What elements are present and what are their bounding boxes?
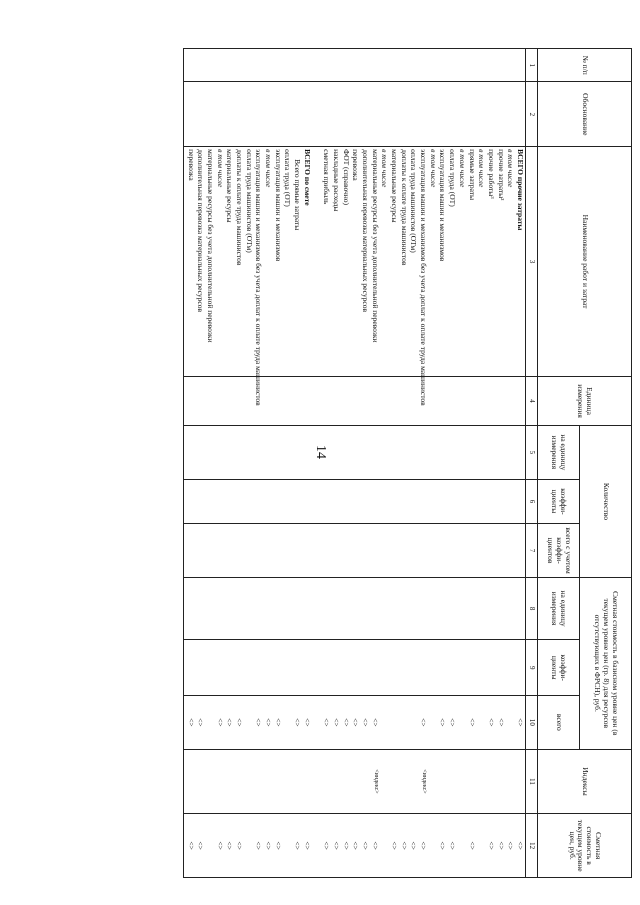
- current-cost-value: <>: [341, 841, 351, 850]
- index-value: [311, 752, 321, 812]
- header-basis: Обоснование: [538, 82, 632, 147]
- current-cost-value: <>: [322, 841, 332, 850]
- cost-item-name: в том числе: [264, 149, 274, 188]
- cost-item-name: доплаты к оплате труда машинистов: [235, 149, 245, 266]
- current-cost-value: <>: [293, 841, 303, 850]
- col-qty-coef-cell: [183, 479, 525, 524]
- cost-item-name: дополнительная перевозка материальных ресурсов: [196, 149, 206, 313]
- cost-total-value: <>: [467, 718, 477, 727]
- cost-total-value: [408, 698, 418, 747]
- index-value: <индекс>: [421, 769, 428, 794]
- index-value: [204, 752, 214, 812]
- index-value: [185, 752, 195, 812]
- column-number: 10: [526, 696, 538, 750]
- cost-item-name: в том числе: [457, 149, 467, 188]
- cost-total-value: <>: [293, 718, 303, 727]
- column-number: 12: [526, 814, 538, 878]
- current-cost-value: <>: [264, 841, 274, 850]
- cost-item-name: материальные ресурсы: [390, 149, 400, 223]
- current-cost-value: <>: [302, 841, 312, 850]
- index-value: [447, 752, 457, 812]
- cost-total-value: [204, 698, 214, 747]
- index-value: [437, 752, 447, 812]
- cost-total-value: <>: [331, 718, 341, 727]
- cost-total-value: <>: [235, 718, 245, 727]
- index-value: [282, 752, 292, 812]
- current-cost-value: <>: [331, 841, 341, 850]
- page-number: 14: [313, 445, 328, 459]
- cost-item-name: Всего прямые затраты: [293, 159, 303, 231]
- col-indices-cell: [183, 749, 525, 814]
- index-value: [243, 752, 253, 812]
- col-cost-total-cell: [183, 696, 525, 750]
- cost-total-value: <>: [419, 718, 429, 727]
- cost-total-value: [456, 698, 466, 747]
- column-number: 2: [526, 82, 538, 147]
- cost-item-name: [311, 149, 321, 374]
- current-cost-value: <>: [254, 841, 264, 850]
- cost-total-value: <>: [486, 718, 496, 727]
- current-cost-value: [204, 816, 214, 875]
- cost-item-name: в том числе: [506, 149, 516, 188]
- cost-item-name: материальные ресурсы без учета дополнительной перевозки: [370, 149, 380, 343]
- column-number: 1: [526, 49, 538, 82]
- index-value: [388, 752, 398, 812]
- cost-total-value: <>: [302, 718, 312, 727]
- index-value: [398, 752, 408, 812]
- cost-total-value: <>: [322, 718, 332, 727]
- index-value: [485, 752, 495, 812]
- column-number: 4: [526, 377, 538, 426]
- current-cost-value: <>: [516, 841, 525, 850]
- current-cost-value: <>: [399, 841, 409, 850]
- cost-total-value: <>: [225, 718, 235, 727]
- index-value: [262, 752, 272, 812]
- cost-item-name: накладные расходы: [331, 149, 341, 212]
- cost-item-name: эксплуатация машин и механизмов без учета доплат к оплате труда машинистов: [254, 149, 264, 406]
- cost-total-value: [476, 698, 486, 747]
- cost-item-name: в том числе: [428, 149, 438, 188]
- header-cost-per-unit: на единицу измерения: [538, 577, 580, 639]
- col-qty-per-unit-cell: [183, 426, 525, 480]
- cost-total-value: <>: [341, 718, 351, 727]
- index-value: [253, 752, 263, 812]
- col-unit-cell: [183, 377, 525, 426]
- index-value: [350, 752, 360, 812]
- header-unit: Единица измерения: [538, 377, 632, 426]
- current-cost-value: [456, 816, 466, 875]
- header-indices: Индексы: [538, 749, 632, 814]
- index-value: [427, 752, 437, 812]
- cost-item-name: оплата труда (ОТ): [448, 149, 458, 207]
- current-cost-value: <>: [390, 841, 400, 850]
- header-qty-coef: коэффи- циенты: [538, 479, 580, 524]
- column-number: 11: [526, 749, 538, 814]
- current-cost-value: <>: [235, 841, 245, 850]
- index-value: [224, 752, 234, 812]
- column-number: 5: [526, 426, 538, 480]
- header-name: Наименование работ и затрат: [538, 147, 632, 377]
- col-name-cell: [183, 147, 525, 406]
- cost-item-name: сметная прибыль: [322, 149, 332, 205]
- col-cost-coef-cell: [183, 640, 525, 696]
- cost-item-list: [185, 149, 525, 406]
- column-number: 9: [526, 640, 538, 696]
- current-cost-value: <>: [361, 841, 370, 850]
- cost-total-value: <>: [196, 718, 206, 727]
- header-no: № п/п: [538, 49, 632, 82]
- index-value: [214, 752, 224, 812]
- index-value: [233, 752, 243, 812]
- col-no-cell: [183, 49, 525, 82]
- current-cost-value: <>: [409, 841, 419, 850]
- cost-item-name: материальные ресурсы без учета дополнительной перевозки: [206, 149, 215, 343]
- header-cost: Сметная стоимость в базисном уровне цен (в текущем уровне цен (гр. 8) для ресурсов отсутствующих в ФРСН), руб.: [580, 577, 632, 749]
- current-cost-value: <>: [215, 841, 225, 850]
- cost-item-name: прочие затраты²: [496, 149, 506, 201]
- col-current-cost-cell: [183, 814, 525, 878]
- cost-item-name: перевозка: [351, 149, 361, 181]
- cost-item-name: эксплуатация машин и механизмов: [273, 149, 283, 262]
- current-cost-value: [476, 816, 486, 875]
- cost-item-name: ФОТ (справочно): [341, 149, 351, 206]
- cost-total-value: [379, 698, 389, 747]
- current-cost-value: <>: [273, 841, 283, 850]
- cost-item-name: в том числе: [215, 149, 225, 188]
- index-value: [495, 752, 505, 812]
- current-cost-value: <>: [186, 841, 196, 850]
- current-cost-value: <>: [506, 841, 516, 850]
- current-cost-value: <>: [496, 841, 506, 850]
- index-value: <индекс>: [372, 769, 379, 794]
- current-cost-value: [282, 816, 292, 875]
- cost-item-name: оплата труда (ОТ): [283, 149, 293, 207]
- column-number: 7: [526, 524, 538, 578]
- index-value: [340, 752, 350, 812]
- cost-item-name: прямые затраты: [467, 149, 477, 201]
- current-cost-value: [311, 816, 321, 875]
- current-cost-value: <>: [225, 841, 235, 850]
- cost-total-value: <>: [186, 718, 196, 727]
- cost-total-value: <>: [215, 718, 225, 727]
- cost-total-values: [185, 698, 524, 747]
- index-value: [505, 752, 515, 812]
- index-value: [359, 752, 369, 812]
- cost-total-value: <>: [496, 718, 506, 727]
- cost-total-value: <>: [370, 718, 380, 727]
- cost-total-value: <>: [438, 718, 448, 727]
- cost-total-value: <>: [264, 718, 274, 727]
- index-value: [195, 752, 205, 812]
- current-cost-value: <>: [370, 841, 380, 850]
- index-values: [185, 752, 524, 812]
- col-qty-total-cell: [183, 524, 525, 578]
- cost-total-value: <>: [448, 718, 458, 727]
- column-number: 3: [526, 147, 538, 377]
- index-value: [408, 752, 418, 812]
- cost-total-value: [311, 698, 321, 747]
- estimate-table: [183, 48, 632, 878]
- column-number: 8: [526, 577, 538, 639]
- header-qty-total: всего с учетом коэффи- циентов: [538, 524, 580, 578]
- cost-item-name: эксплуатация машин и механизмов: [438, 149, 448, 262]
- index-value: [514, 752, 524, 812]
- cost-item-name: дополнительная перевозка материальных ресурсов: [361, 149, 370, 313]
- index-value: [321, 752, 331, 812]
- index-value: [466, 752, 476, 812]
- header-cost-total: всего: [538, 696, 580, 750]
- index-value: [301, 752, 311, 812]
- cost-total-value: [282, 698, 292, 747]
- index-value: [292, 752, 302, 812]
- header-quantity: Количество: [580, 426, 632, 578]
- current-cost-values: [185, 816, 524, 875]
- column-number: 6: [526, 479, 538, 524]
- column-number-row: [526, 49, 538, 878]
- index-value: [476, 752, 486, 812]
- cost-item-name: материальные ресурсы: [225, 149, 235, 223]
- index-value: [379, 752, 389, 812]
- cost-total-value: [243, 698, 253, 747]
- header-cost-coef: коэффи- циенты: [538, 640, 580, 696]
- col-cost-per-unit-cell: [183, 577, 525, 639]
- cost-item-name: оплата труда машинистов (ОТм): [244, 149, 254, 253]
- cost-total-value: [398, 698, 408, 747]
- cost-total-value: <>: [273, 718, 283, 727]
- cost-total-value: <>: [254, 718, 264, 727]
- cost-item-name: ВСЕГО по смете: [302, 149, 312, 206]
- cost-item-name: прочие работы³: [486, 149, 496, 199]
- current-cost-value: <>: [448, 841, 458, 850]
- index-value: [272, 752, 282, 812]
- current-cost-value: [379, 816, 389, 875]
- current-cost-value: <>: [196, 841, 206, 850]
- current-cost-value: <>: [438, 841, 448, 850]
- cost-total-value: <>: [351, 718, 361, 727]
- rotated-page: [37, 48, 632, 878]
- cost-total-value: <>: [361, 718, 370, 727]
- cost-item-name: доплаты к оплате труда машинистов: [399, 149, 409, 266]
- cost-item-name: перевозка: [186, 149, 196, 181]
- cost-item-name: в том числе: [477, 149, 487, 188]
- index-value: [330, 752, 340, 812]
- cost-item-name: в том числе: [380, 149, 390, 188]
- current-cost-value: <>: [486, 841, 496, 850]
- header-qty-per-unit: на единицу измерения: [538, 426, 580, 480]
- index-value: [456, 752, 466, 812]
- current-cost-value: <>: [351, 841, 361, 850]
- table-row: [183, 49, 525, 878]
- current-cost-value: <>: [467, 841, 477, 850]
- cost-total-value: <>: [516, 718, 525, 727]
- cost-item-name: ВСЕГО прочие затраты: [516, 149, 525, 231]
- cost-total-value: [388, 698, 398, 747]
- col-basis-cell: [183, 82, 525, 147]
- cost-total-value: [505, 698, 515, 747]
- cost-item-name: оплата труда машинистов (ОТм): [409, 149, 419, 253]
- header-current-cost: Сметная стоимость в текущем уровне цен, руб.: [538, 814, 632, 878]
- cost-item-name: эксплуатация машин и механизмов без учета доплат к оплате труда машинистов: [419, 149, 429, 406]
- current-cost-value: [427, 816, 437, 875]
- current-cost-value: <>: [419, 841, 429, 850]
- current-cost-value: [243, 816, 253, 875]
- cost-total-value: [427, 698, 437, 747]
